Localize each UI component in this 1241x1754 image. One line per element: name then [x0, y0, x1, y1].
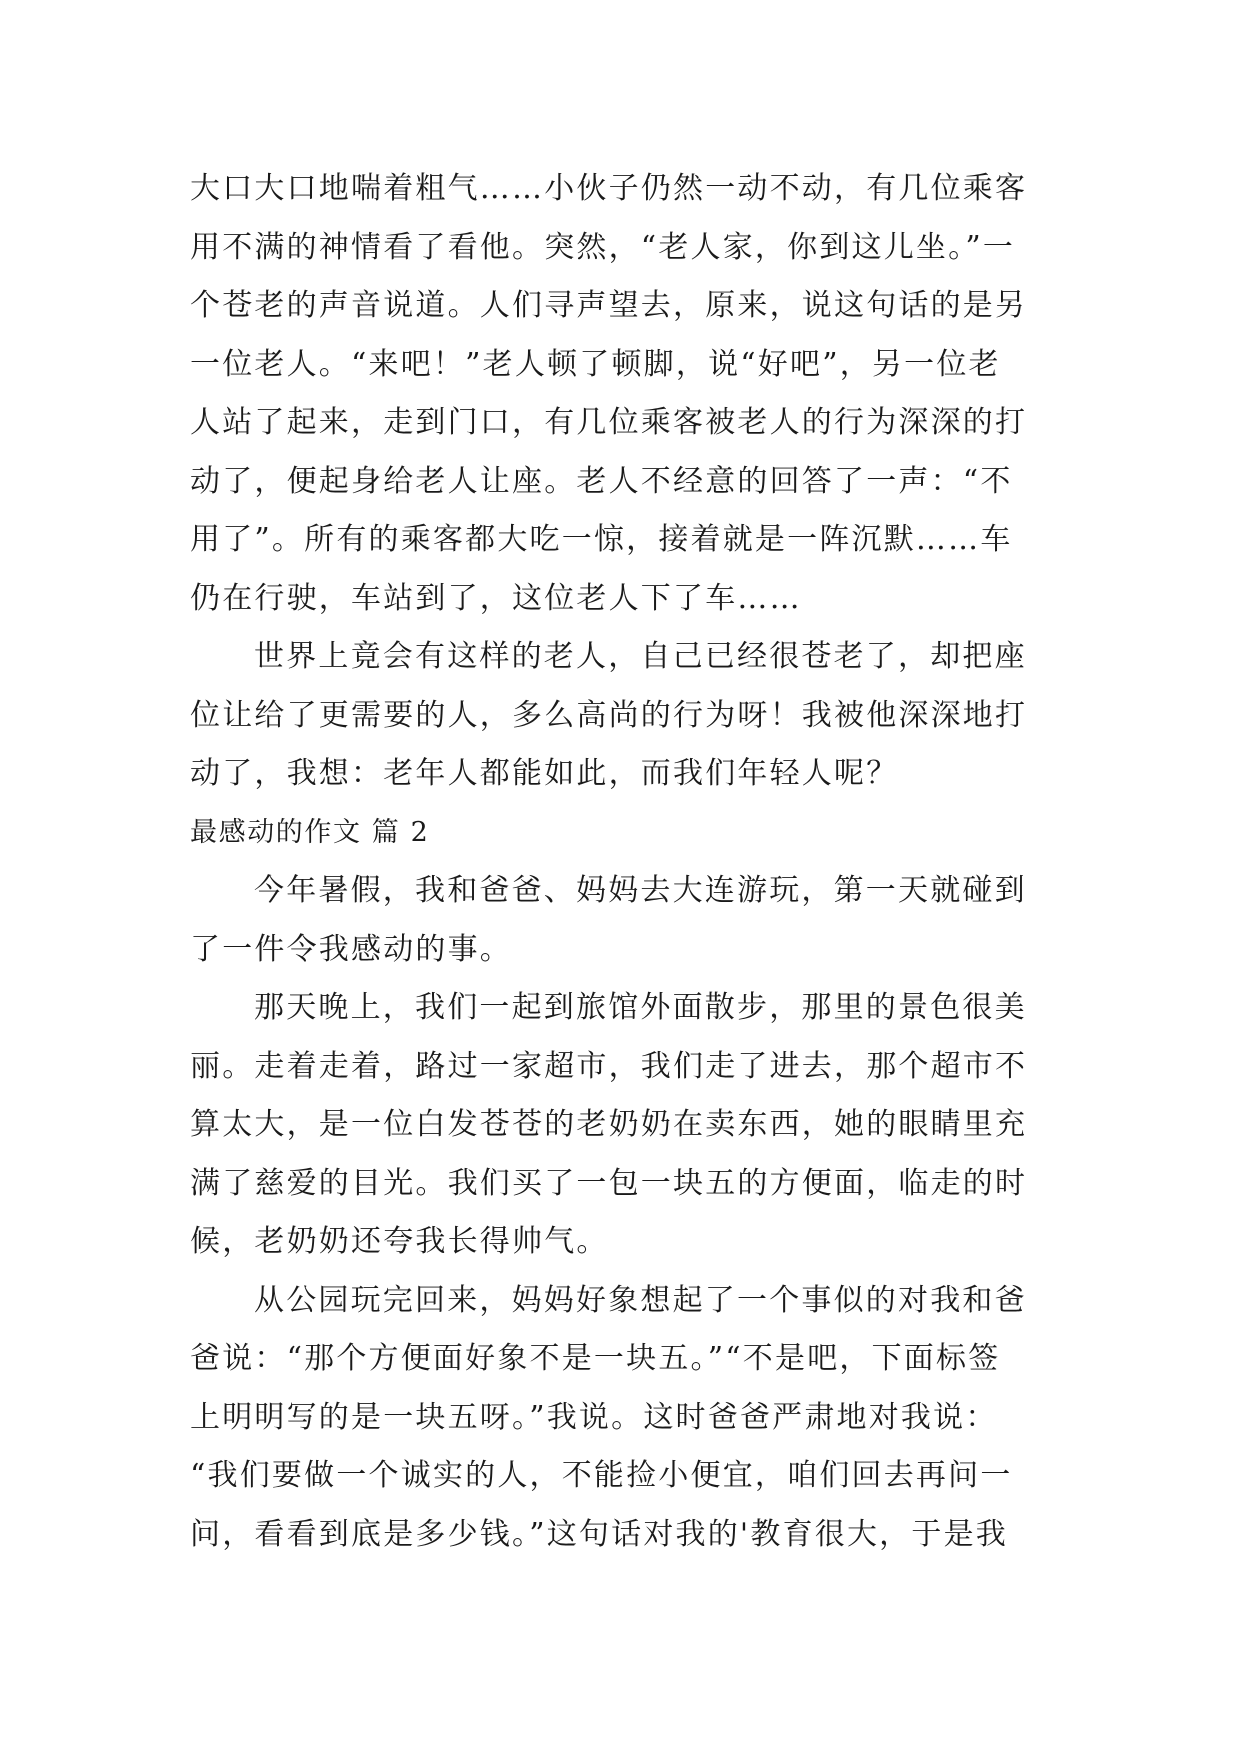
text-line: 满了慈爱的目光。我们买了一包一块五的方便面，临走的时 — [190, 1165, 1028, 1201]
text-line: 爸说：“那个方便面好象不是一块五。”“不是吧，下面标签 — [190, 1341, 1001, 1376]
text-line: 丽。走着走着，路过一家超市，我们走了进去，那个超市不 — [190, 1048, 1028, 1084]
text-line: 用不满的神情看了看他。突然，“老人家，你到这儿坐。”一 — [190, 229, 1016, 265]
document-body — [190, 160, 1050, 1564]
text-line: 了一件令我感动的事。 — [190, 931, 512, 967]
section-heading: 最感动的作文 篇 2 — [190, 816, 430, 848]
text-line: 那天晚上，我们一起到旅馆外面散步，那里的景色很美 — [254, 990, 1027, 1025]
text-line: 从公园玩完回来，妈妈好象想起了一个事似的对我和爸 — [254, 1282, 1027, 1318]
text-line: 候，老奶奶还夸我长得帅气。 — [190, 1224, 609, 1259]
text-line: 大口大口地喘着粗气……小伙子仍然一动不动，有几位乘客 — [190, 171, 1028, 206]
text-line: “我们要做一个诚实的人，不能捡小便宜，咱们回去再问一 — [190, 1458, 1013, 1493]
text-line: 上明明写的是一块五呀。”我说。这时爸爸严肃地对我说： — [190, 1399, 998, 1435]
text-line: 仍在行驶，车站到了，这位老人下了车…… — [190, 580, 802, 616]
text-line: 一位老人。“来吧！”老人顿了顿脚，说“好吧”，另一位老 — [190, 346, 1001, 382]
text-line: 人站了起来，走到门口，有几位乘客被老人的行为深深的打 — [190, 405, 1028, 440]
text-line: 算太大，是一位白发苍苍的老奶奶在卖东西，她的眼睛里充 — [190, 1107, 1028, 1142]
text-line: 世界上竟会有这样的老人，自己已经很苍老了，却把座 — [254, 639, 1027, 674]
text-line: 动了，我想：老年人都能如此，而我们年轻人呢？ — [190, 756, 899, 791]
text-line: 问，看看到底是多少钱。”这句话对我的'教育很大，于是我 — [190, 1516, 1008, 1552]
text-line: 今年暑假，我和爸爸、妈妈去大连游玩，第一天就碰到 — [254, 873, 1027, 908]
text-line: 动了，便起身给老人让座。老人不经意的回答了一声：“不 — [190, 463, 1013, 499]
text-line: 个苍老的声音说道。人们寻声望去，原来，说这句话的是另 — [190, 288, 1028, 323]
text-line: 用了”。所有的乘客都大吃一惊，接着就是一阵沉默……车 — [190, 522, 1013, 557]
text-line: 位让给了更需要的人，多么高尚的行为呀！我被他深深地打 — [190, 697, 1028, 733]
